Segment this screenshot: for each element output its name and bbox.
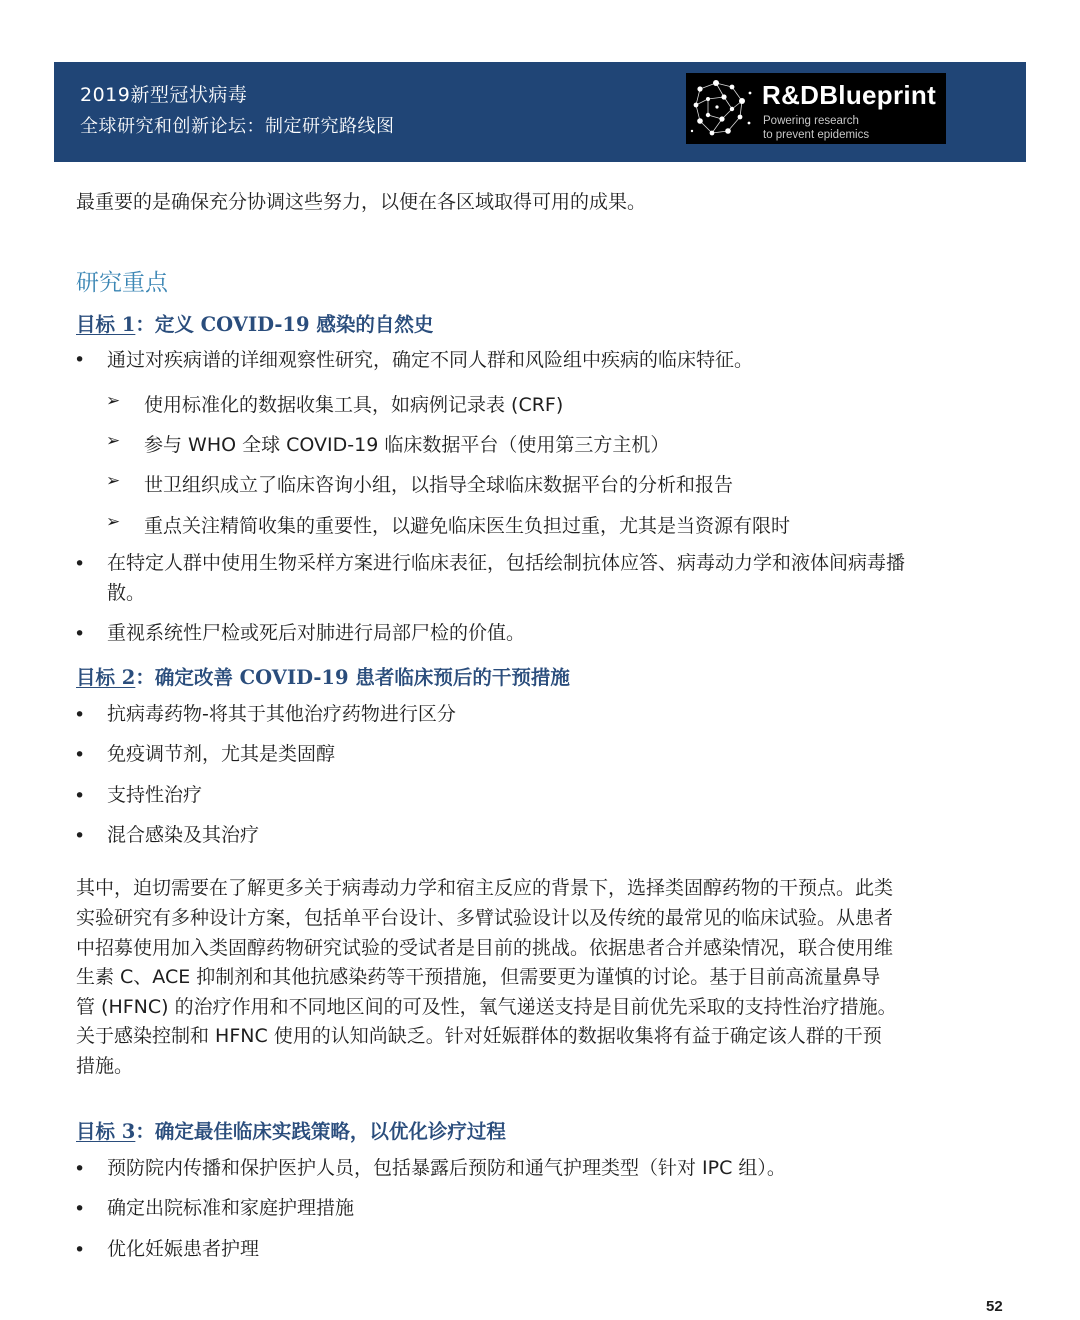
goal2-paragraph-line: 生素 C、ACE 抑制剂和其他抗感染药等干预措施，但需要更为谨慎的讨论。基于目前高流量鼻导 (76, 966, 881, 988)
goal3-bullet: 确定出院标准和家庭护理措施 (107, 1197, 355, 1219)
logo-tagline-1: Powering research (763, 115, 859, 127)
goal2-paragraph-line: 关于感染控制和 HFNC 使用的认知尚缺乏。针对妊娠群体的数据收集将有益于确定该人群的干预 (76, 1025, 882, 1047)
goal1-sub-item: 世卫组织成立了临床咨询小组，以指导全球临床数据平台的分析和报告 (144, 474, 734, 496)
goal3-bullet: 预防院内传播和保护医护人员，包括暴露后预防和通气护理类型（针对 IPC 组）。 (107, 1157, 786, 1179)
bullet-dot: • (74, 1158, 86, 1180)
header-band (54, 62, 1026, 162)
goal1-bullet-2-line2: 散。 (107, 582, 146, 604)
goal2-bullet: 抗病毒药物-将其于其他治疗药物进行区分 (107, 703, 456, 725)
goal3-label: 目标 3 (76, 1120, 136, 1143)
goal2-title: ：确定改善 COVID-19 患者临床预后的干预措施 (135, 666, 570, 689)
goal2-paragraph-line: 中招募使用加入类固醇药物研究试验的受试者是目前的挑战。依据患者合并感染情况，联合使用维 (76, 937, 894, 959)
goal3-title: ：确定最佳临床实践策略，以优化诊疗过程 (135, 1120, 506, 1143)
header-title-line2: 全球研究和创新论坛：制定研究路线图 (80, 116, 395, 137)
bullet-dot: • (74, 825, 86, 847)
goal1-sub-item: 使用标准化的数据收集工具，如病例记录表 (CRF) (144, 394, 564, 416)
arrow-bullet-icon: ➢ (106, 391, 121, 411)
goal1-bullet-2-line1: 在特定人群中使用生物采样方案进行临床表征，包括绘制抗体应答、病毒动力学和液体间病毒播 (107, 552, 906, 574)
arrow-bullet-icon: ➢ (106, 512, 121, 532)
bullet-dot: • (74, 349, 86, 371)
arrow-bullet-icon: ➢ (106, 471, 121, 491)
network-globe-icon (686, 73, 758, 144)
bullet-dot: • (74, 553, 86, 575)
bullet-dot: • (74, 785, 86, 807)
intro-text: 最重要的是确保充分协调这些努力，以便在各区域取得可用的成果。 (76, 191, 647, 213)
goal1-title: ：定义 COVID-19 感染的自然史 (135, 313, 434, 336)
bullet-dot: • (74, 704, 86, 726)
goal1-sub-item: 重点关注精简收集的重要性，以避免临床医生负担过重，尤其是当资源有限时 (144, 515, 791, 537)
section-title: 研究重点 (76, 270, 168, 296)
page-number: 52 (986, 1298, 1003, 1315)
goal2-paragraph-line: 措施。 (76, 1055, 134, 1077)
arrow-bullet-icon: ➢ (106, 431, 121, 451)
goal2-heading (76, 662, 570, 690)
goal3-bullet: 优化妊娠患者护理 (107, 1238, 260, 1260)
goal2-bullet: 支持性治疗 (107, 784, 203, 806)
goal1-bullet-1: 通过对疾病谱的详细观察性研究，确定不同人群和风险组中疾病的临床特征。 (107, 349, 754, 371)
bullet-dot: • (74, 744, 86, 766)
header-title-line1: 2019新型冠状病毒 (80, 84, 248, 106)
goal1-sub-item: 参与 WHO 全球 COVID-19 临床数据平台（使用第三方主机） (144, 434, 670, 456)
goal2-bullet: 免疫调节剂，尤其是类固醇 (107, 743, 336, 765)
bullet-dot: • (74, 1239, 86, 1261)
goal3-heading (76, 1116, 506, 1144)
logo-brand: R&DBlueprint (762, 80, 937, 110)
goal2-paragraph-line: 实验研究有多种设计方案，包括单平台设计、多臂试验设计以及传统的最常见的临床试验。从患者 (76, 907, 894, 929)
bullet-dot: • (74, 623, 86, 645)
bullet-dot: • (74, 1198, 86, 1220)
rd-blueprint-logo (686, 73, 946, 144)
goal1-bullet-3: 重视系统性尸检或死后对肺进行局部尸检的价值。 (107, 622, 526, 644)
goal2-paragraph-line: 管 (HFNC) 的治疗作用和不同地区间的可及性，氧气递送支持是目前优先采取的支持性治疗措施。 (76, 996, 897, 1018)
goal2-bullet: 混合感染及其治疗 (107, 824, 260, 846)
goal2-label: 目标 2 (76, 666, 136, 689)
goal1-label: 目标 1 (76, 313, 136, 336)
goal2-paragraph-line: 其中，迫切需要在了解更多关于病毒动力学和宿主反应的背景下，选择类固醇药物的干预点。此类 (76, 877, 894, 899)
logo-tagline-2: to prevent epidemics (763, 129, 870, 141)
goal1-heading (76, 309, 433, 337)
